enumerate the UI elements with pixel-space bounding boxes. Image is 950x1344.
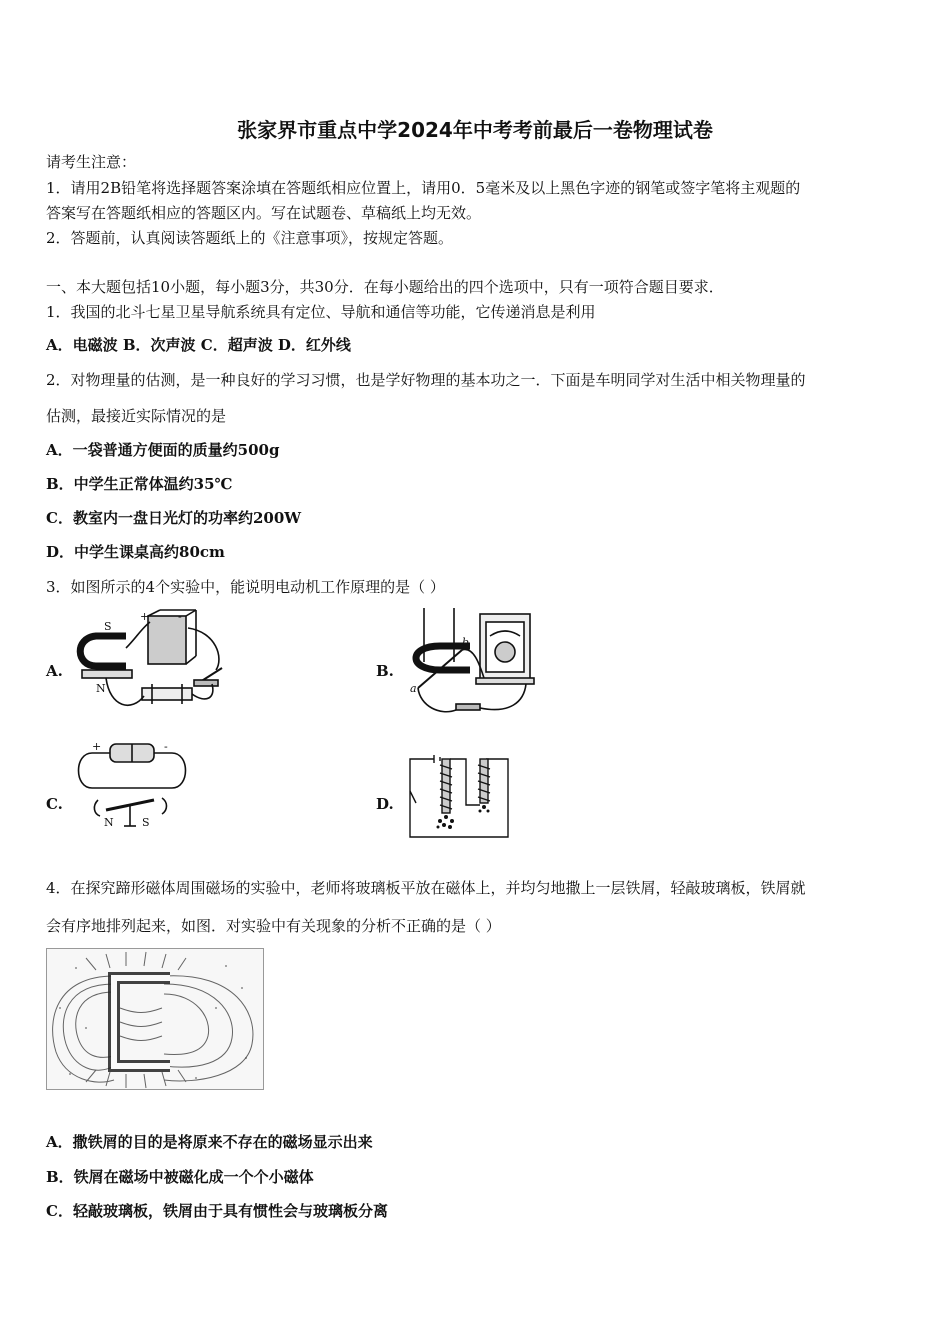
section-instructions: 一、本大题包括10小题，每小题3分，共30分．在每小题给出的四个选项中，只有一项符合题目要求．	[46, 278, 724, 296]
q3-figure-b	[400, 606, 540, 721]
q4-option-b: B．铁屑在磁场中被磁化成一个个小磁体	[46, 1168, 314, 1186]
q3-figure-d	[404, 755, 514, 843]
q1-stem: 1．我国的北斗七星卫星导航系统具有定位、导航和通信等功能，它传递消息是利用	[46, 303, 596, 321]
fig-c-plus: +	[92, 740, 102, 753]
q4-iron-filings-figure	[46, 948, 264, 1090]
notice-item-2: 2．答题前，认真阅读答题纸上的《注意事项》，按规定答题。	[46, 229, 454, 247]
q4-option-a: A．撒铁屑的目的是将原来不存在的磁场显示出来	[46, 1133, 373, 1151]
fig-c-minus: -	[164, 740, 168, 753]
q4-option-c: C．轻敲玻璃板，铁屑由于具有惯性会与玻璃板分离	[46, 1202, 388, 1220]
fig-a-minus: -	[178, 610, 182, 623]
q3-stem: 3．如图所示的4个实验中，能说明电动机工作原理的是（ ）	[46, 578, 445, 596]
fig-a-s-label: S	[104, 620, 112, 633]
q3-option-b-label: B.	[376, 662, 394, 680]
q2-stem: 2．对物理量的估测，是一种良好的学习习惯，也是学好物理的基本功之一．下面是车明同学对生活中相关物理量的	[46, 371, 806, 389]
q2-option-b: B．中学生正常体温约35℃	[46, 475, 233, 493]
fig-a-n-label: N	[96, 682, 106, 695]
fig-b-b-label: b	[462, 636, 470, 649]
fig-b-a-label: a	[410, 682, 417, 695]
q2-stem-cont: 估测，最接近实际情况的是	[46, 407, 227, 425]
q2-option-c: C．教室内一盘日光灯的功率约200W	[46, 509, 302, 527]
notice-item-1-cont: 答案写在答题纸相应的答题区内。写在试题卷、草稿纸上均无效。	[46, 204, 482, 222]
fig-c-s-label: S	[142, 816, 150, 829]
notice-heading: 请考生注意：	[46, 153, 137, 171]
fig-a-plus: +	[140, 610, 150, 623]
q3-option-a-label: A.	[46, 662, 63, 680]
q4-stem: 4．在探究蹄形磁体周围磁场的实验中，老师将玻璃板平放在磁体上，并均匀地撒上一层铁屑，轻敲玻璃板，铁屑就	[46, 879, 806, 897]
q2-option-a: A．一袋普通方便面的质量约500g	[46, 441, 280, 459]
q3-option-c-label: C.	[46, 795, 63, 813]
q1-options: A．电磁波 B．次声波 C．超声波 D．红外线	[46, 336, 351, 354]
q4-stem-cont: 会有序地排列起来，如图．对实验中有关现象的分析不正确的是（ ）	[46, 917, 501, 935]
page-title: 张家界市重点中学2024年中考考前最后一卷物理试卷	[237, 118, 713, 142]
q2-option-d: D．中学生课桌高约80cm	[46, 543, 225, 561]
fig-c-n-label: N	[104, 816, 114, 829]
q3-figure-a	[66, 608, 231, 720]
q3-option-d-label: D.	[376, 795, 394, 813]
notice-item-1: 1．请用2B铅笔将选择题答案涂填在答题纸相应位置上，请用0．5毫米及以上黑色字迹的钢笔或签字笔将主观题的	[46, 179, 801, 197]
q3-figure-c	[72, 740, 192, 832]
